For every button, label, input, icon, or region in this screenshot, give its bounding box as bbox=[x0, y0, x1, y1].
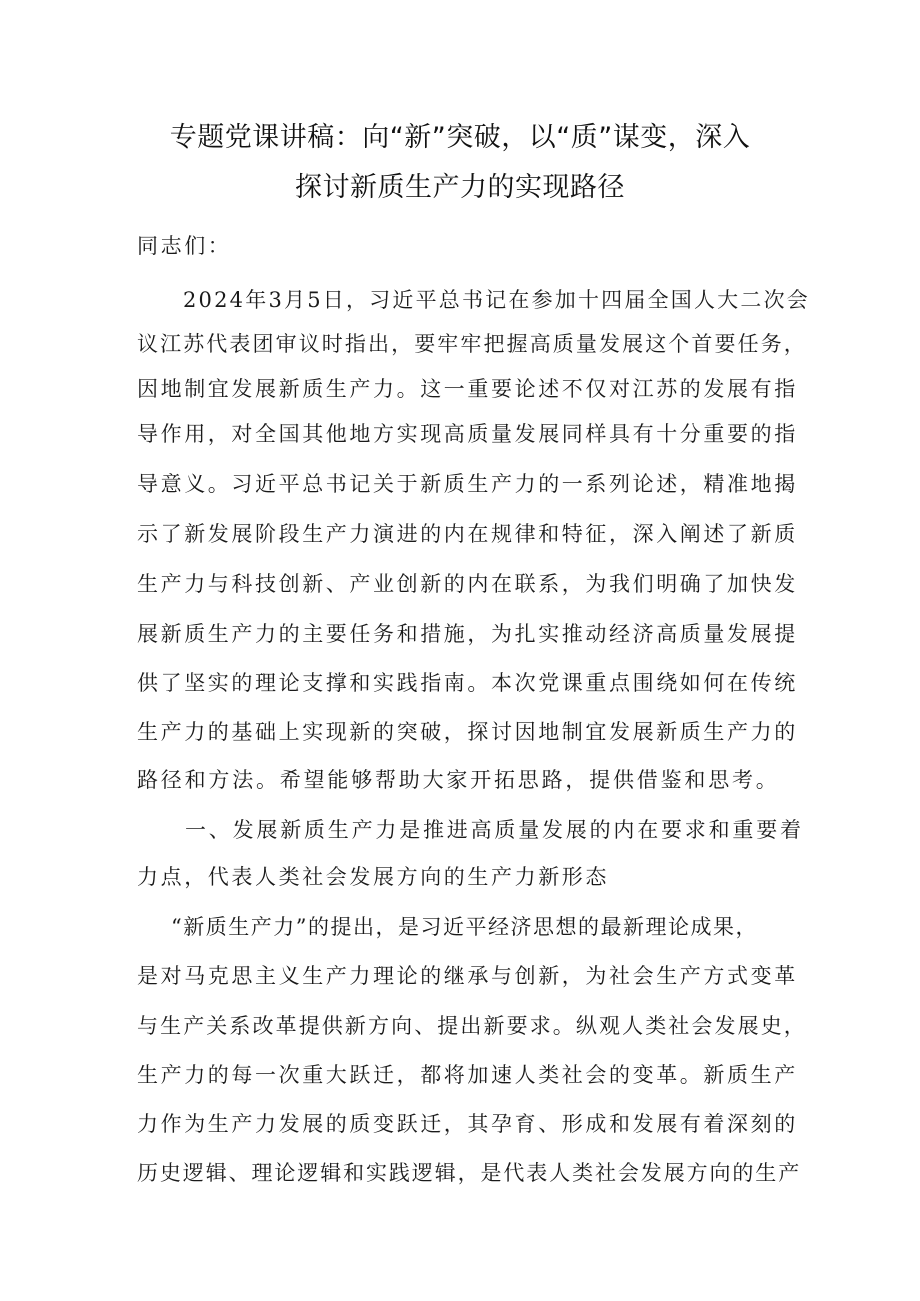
body-line: 示了新发展阶段生产力演进的内在规律和特征，深入阐述了新质 bbox=[137, 522, 798, 546]
title-line-2: 探讨新质生产力的实现路径 bbox=[295, 172, 625, 203]
body-line: “新质生产力”的提出，是习近平经济思想的最新理论成果， bbox=[171, 915, 758, 939]
section-heading-line-2: 力点，代表人类社会发展方向的生产力新形态 bbox=[137, 865, 609, 889]
body-line: 展新质生产力的主要任务和措施，为扎实推动经济高质量发展提 bbox=[137, 622, 798, 646]
body-line: 与生产关系改革提供新方向、提出新要求。纵观人类社会发展史， bbox=[137, 1014, 807, 1038]
salutation: 同志们： bbox=[137, 234, 232, 258]
body-line: 导作用，对全国其他地方实现高质量发展同样具有十分重要的指 bbox=[137, 422, 798, 446]
body-line: 生产力与科技创新、产业创新的内在联系，为我们明确了加快发 bbox=[137, 572, 798, 596]
body-line: 历史逻辑、理论逻辑和实践逻辑，是代表人类社会发展方向的生产 bbox=[137, 1161, 802, 1185]
body-line: 生产力的每一次重大跃迁，都将加速人类社会的变革。新质生产 bbox=[137, 1063, 798, 1087]
body-line: 路径和方法。希望能够帮助大家开拓思路，提供借鉴和思考。 bbox=[137, 768, 780, 792]
body-line: 2024年3月5日，习近平总书记在参加十四届全国人大二次会 bbox=[183, 288, 810, 312]
body-line: 议江苏代表团审议时指出，要牢牢把握高质量发展这个首要任务， bbox=[137, 332, 807, 356]
body-line: 力作为生产力发展的质变跃迁，其孕育、形成和发展有着深刻的 bbox=[137, 1112, 798, 1136]
body-line: 因地制宜发展新质生产力。这一重要论述不仅对江苏的发展有指 bbox=[137, 377, 798, 401]
body-line: 导意义。习近平总书记关于新质生产力的一系列论述，精准地揭 bbox=[137, 472, 798, 496]
body-line: 供了坚实的理论支撑和实践指南。本次党课重点围绕如何在传统 bbox=[137, 671, 798, 695]
body-line: 生产力的基础上实现新的突破，探讨因地制宜发展新质生产力的 bbox=[137, 720, 798, 744]
title-line-1: 专题党课讲稿：向“新”突破，以“质”谋变，深入 bbox=[169, 122, 751, 153]
section-heading-line-1: 一、发展新质生产力是推进高质量发展的内在要求和重要着 bbox=[185, 818, 804, 842]
body-line: 是对马克思主义生产力理论的继承与创新，为社会生产方式变革 bbox=[137, 964, 798, 988]
